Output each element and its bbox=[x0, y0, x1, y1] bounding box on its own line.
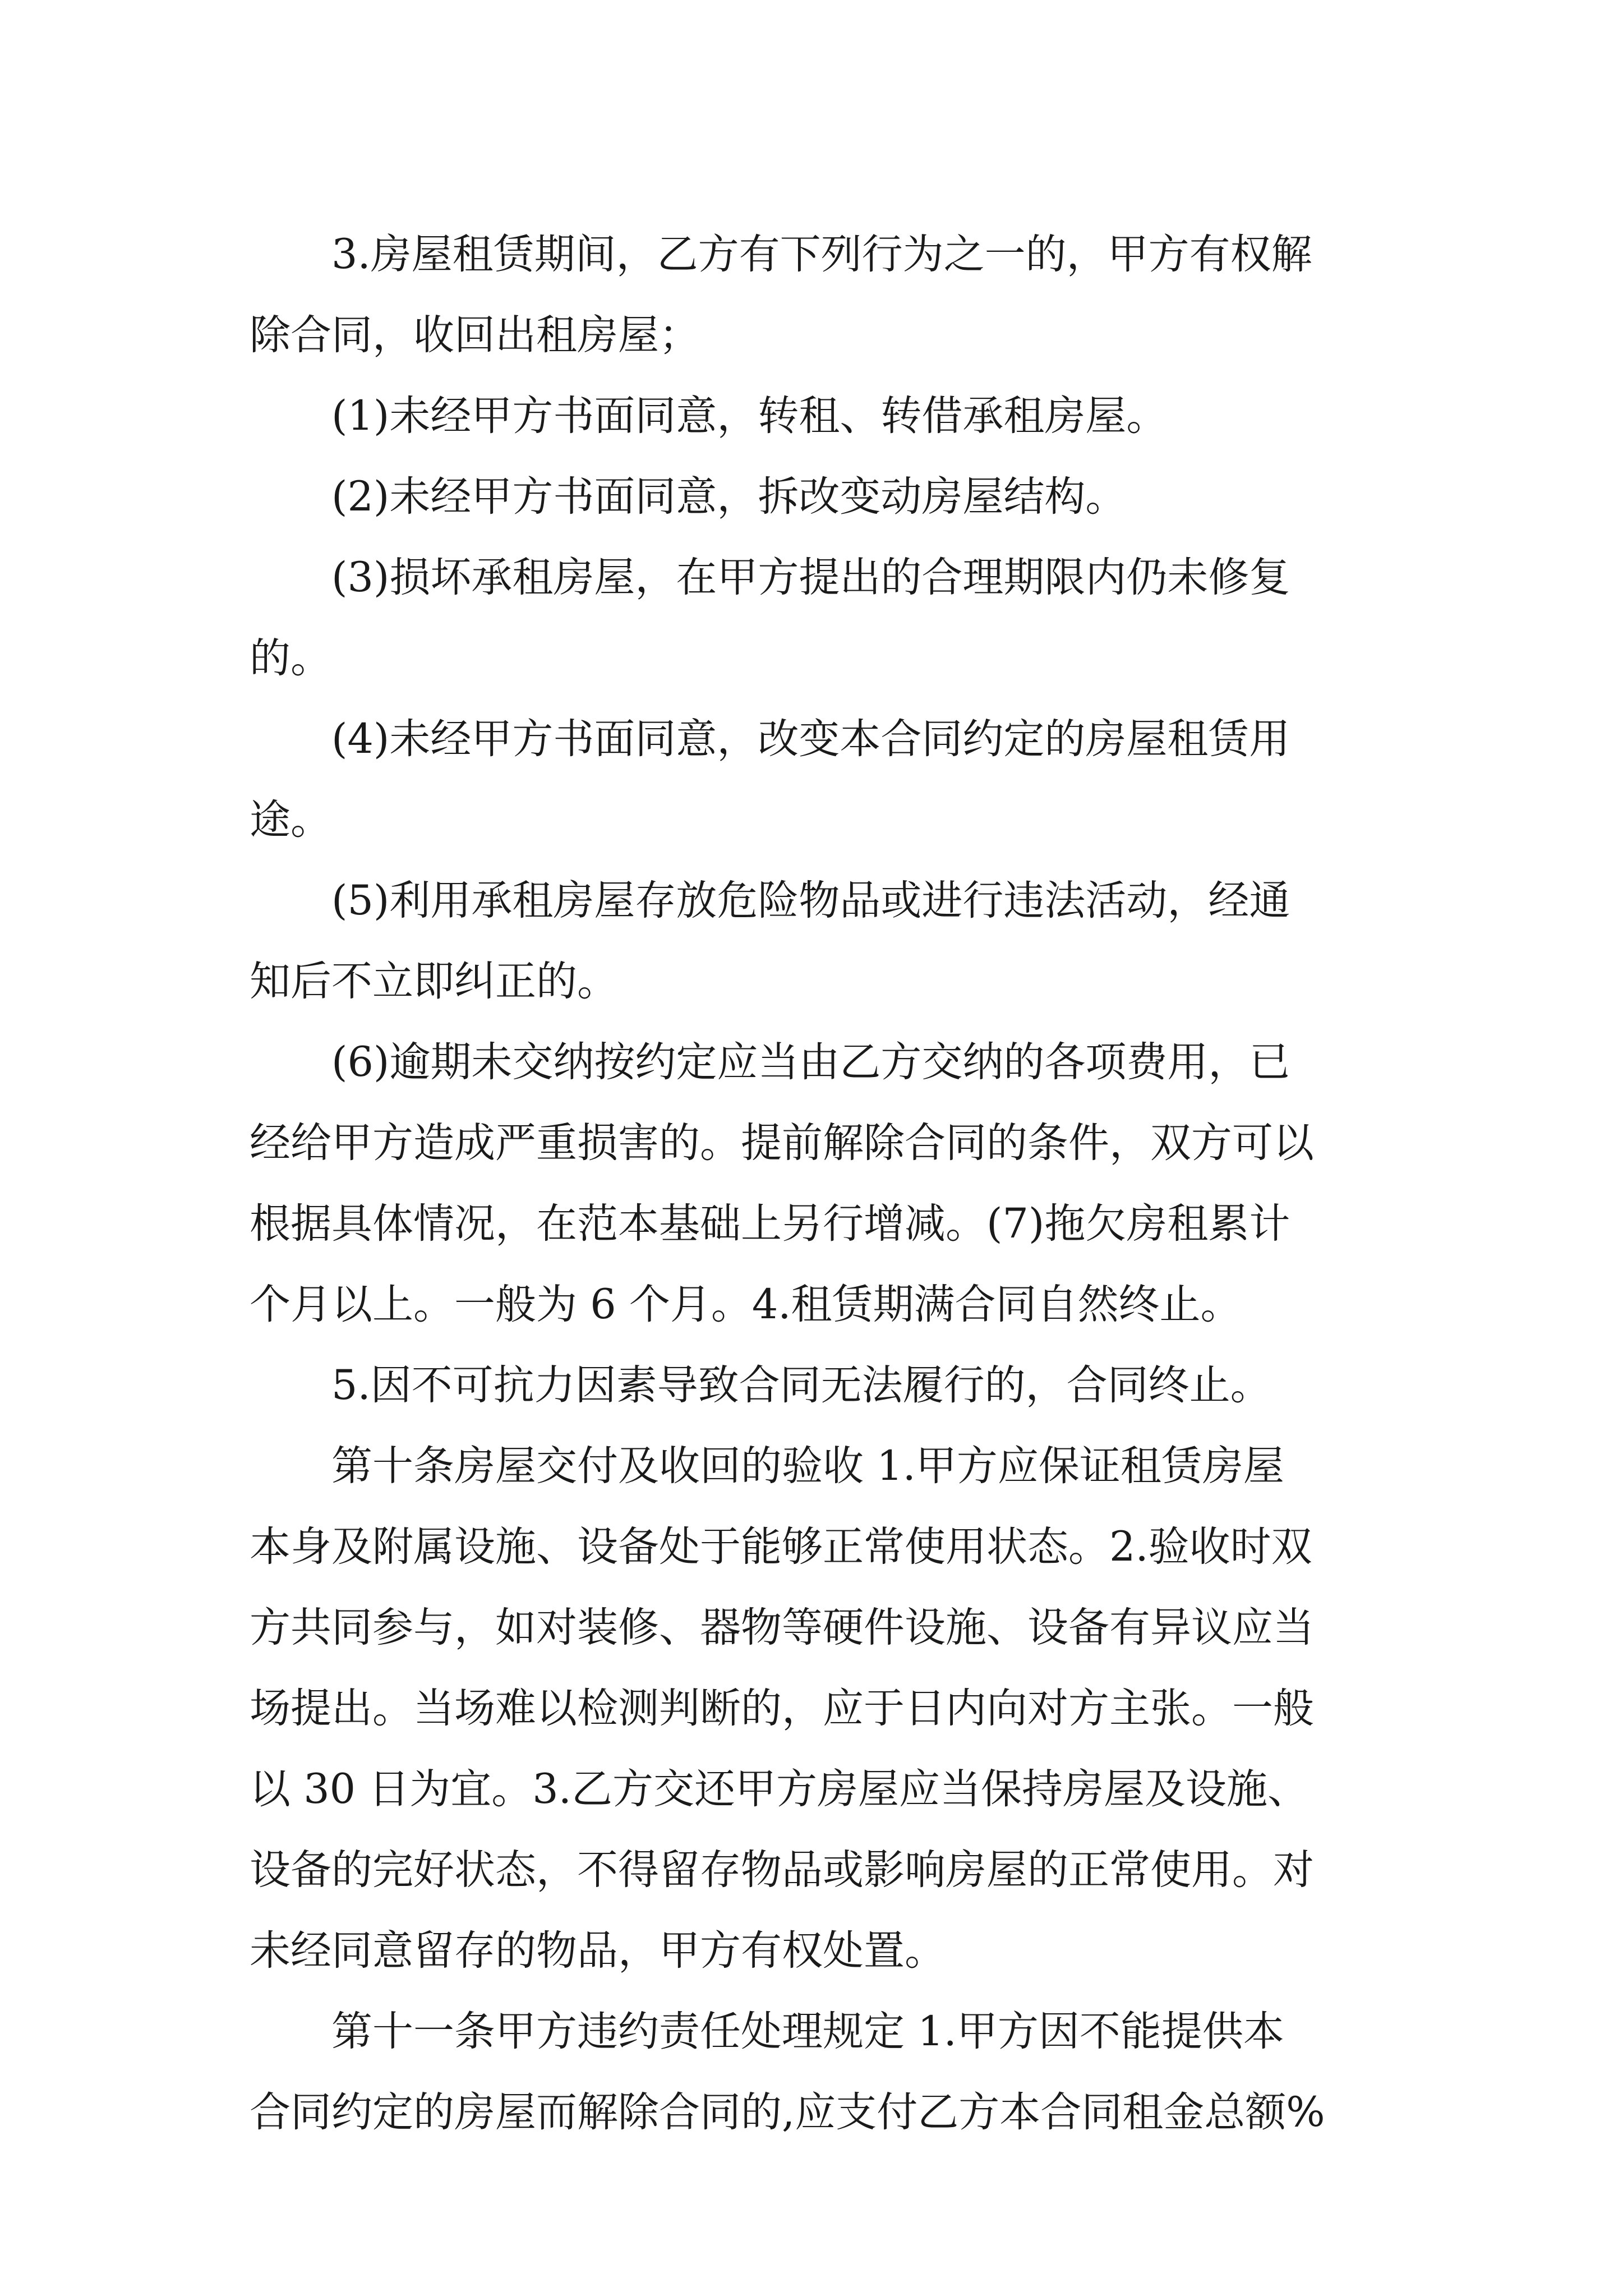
text-line: 场提出。当场难以检测判断的，应于日内向对方主张。一般 bbox=[250, 1685, 1314, 1732]
text-line: (2)未经甲方书面同意，拆改变动房屋结构。 bbox=[331, 473, 1127, 521]
text-line: 设备的完好状态，不得留存物品或影响房屋的正常使用。对 bbox=[250, 1846, 1314, 1894]
text-line: 本身及附属设施、设备处于能够正常使用状态。2.验收时双 bbox=[250, 1523, 1312, 1571]
text-line: 知后不立即纠正的。 bbox=[250, 958, 618, 1005]
text-line: (6)逾期未交纳按约定应当由乙方交纳的各项费用，已 bbox=[331, 1038, 1290, 1086]
text-line: (1)未经甲方书面同意，转租、转借承租房屋。 bbox=[331, 392, 1168, 440]
text-line: 合同约定的房屋而解除合同的,应支付乙方本合同租金总额% bbox=[250, 2088, 1325, 2136]
text-line: 途。 bbox=[250, 796, 331, 844]
document-body bbox=[250, 214, 1388, 2153]
text-line: 以 30 日为宜。3.乙方交还甲方房屋应当保持房屋及设施、 bbox=[250, 1765, 1308, 1813]
text-line: (5)利用承租房屋存放危险物品或进行违法活动，经通 bbox=[331, 877, 1290, 924]
text-line: 根据具体情况，在范本基础上另行增减。(7)拖欠房租累计 bbox=[250, 1200, 1290, 1248]
text-line: 第十一条甲方违约责任处理规定 1.甲方因不能提供本 bbox=[331, 2008, 1284, 2055]
text-line: 个月以上。一般为 6 个月。4.租赁期满合同自然终止。 bbox=[250, 1281, 1242, 1328]
text-line: (3)损坏承租房屋，在甲方提出的合理期限内仍未修复 bbox=[331, 554, 1290, 601]
text-line: 3.房屋租赁期间，乙方有下列行为之一的，甲方有权解 bbox=[331, 231, 1312, 278]
text-line: 除合同，收回出租房屋； bbox=[250, 311, 700, 359]
text-line: 第十条房屋交付及收回的验收 1.甲方应保证租赁房屋 bbox=[331, 1442, 1284, 1490]
text-line: 的。 bbox=[250, 634, 331, 682]
text-line: 5.因不可抗力因素导致合同无法履行的，合同终止。 bbox=[331, 1361, 1271, 1409]
text-line: 未经同意留存的物品，甲方有权处置。 bbox=[250, 1927, 946, 1975]
text-line: (4)未经甲方书面同意，改变本合同约定的房屋租赁用 bbox=[331, 715, 1290, 763]
text-line: 方共同参与，如对装修、器物等硬件设施、设备有异议应当 bbox=[250, 1604, 1314, 1651]
text-line: 经给甲方造成严重损害的。提前解除合同的条件，双方可以 bbox=[250, 1119, 1314, 1167]
